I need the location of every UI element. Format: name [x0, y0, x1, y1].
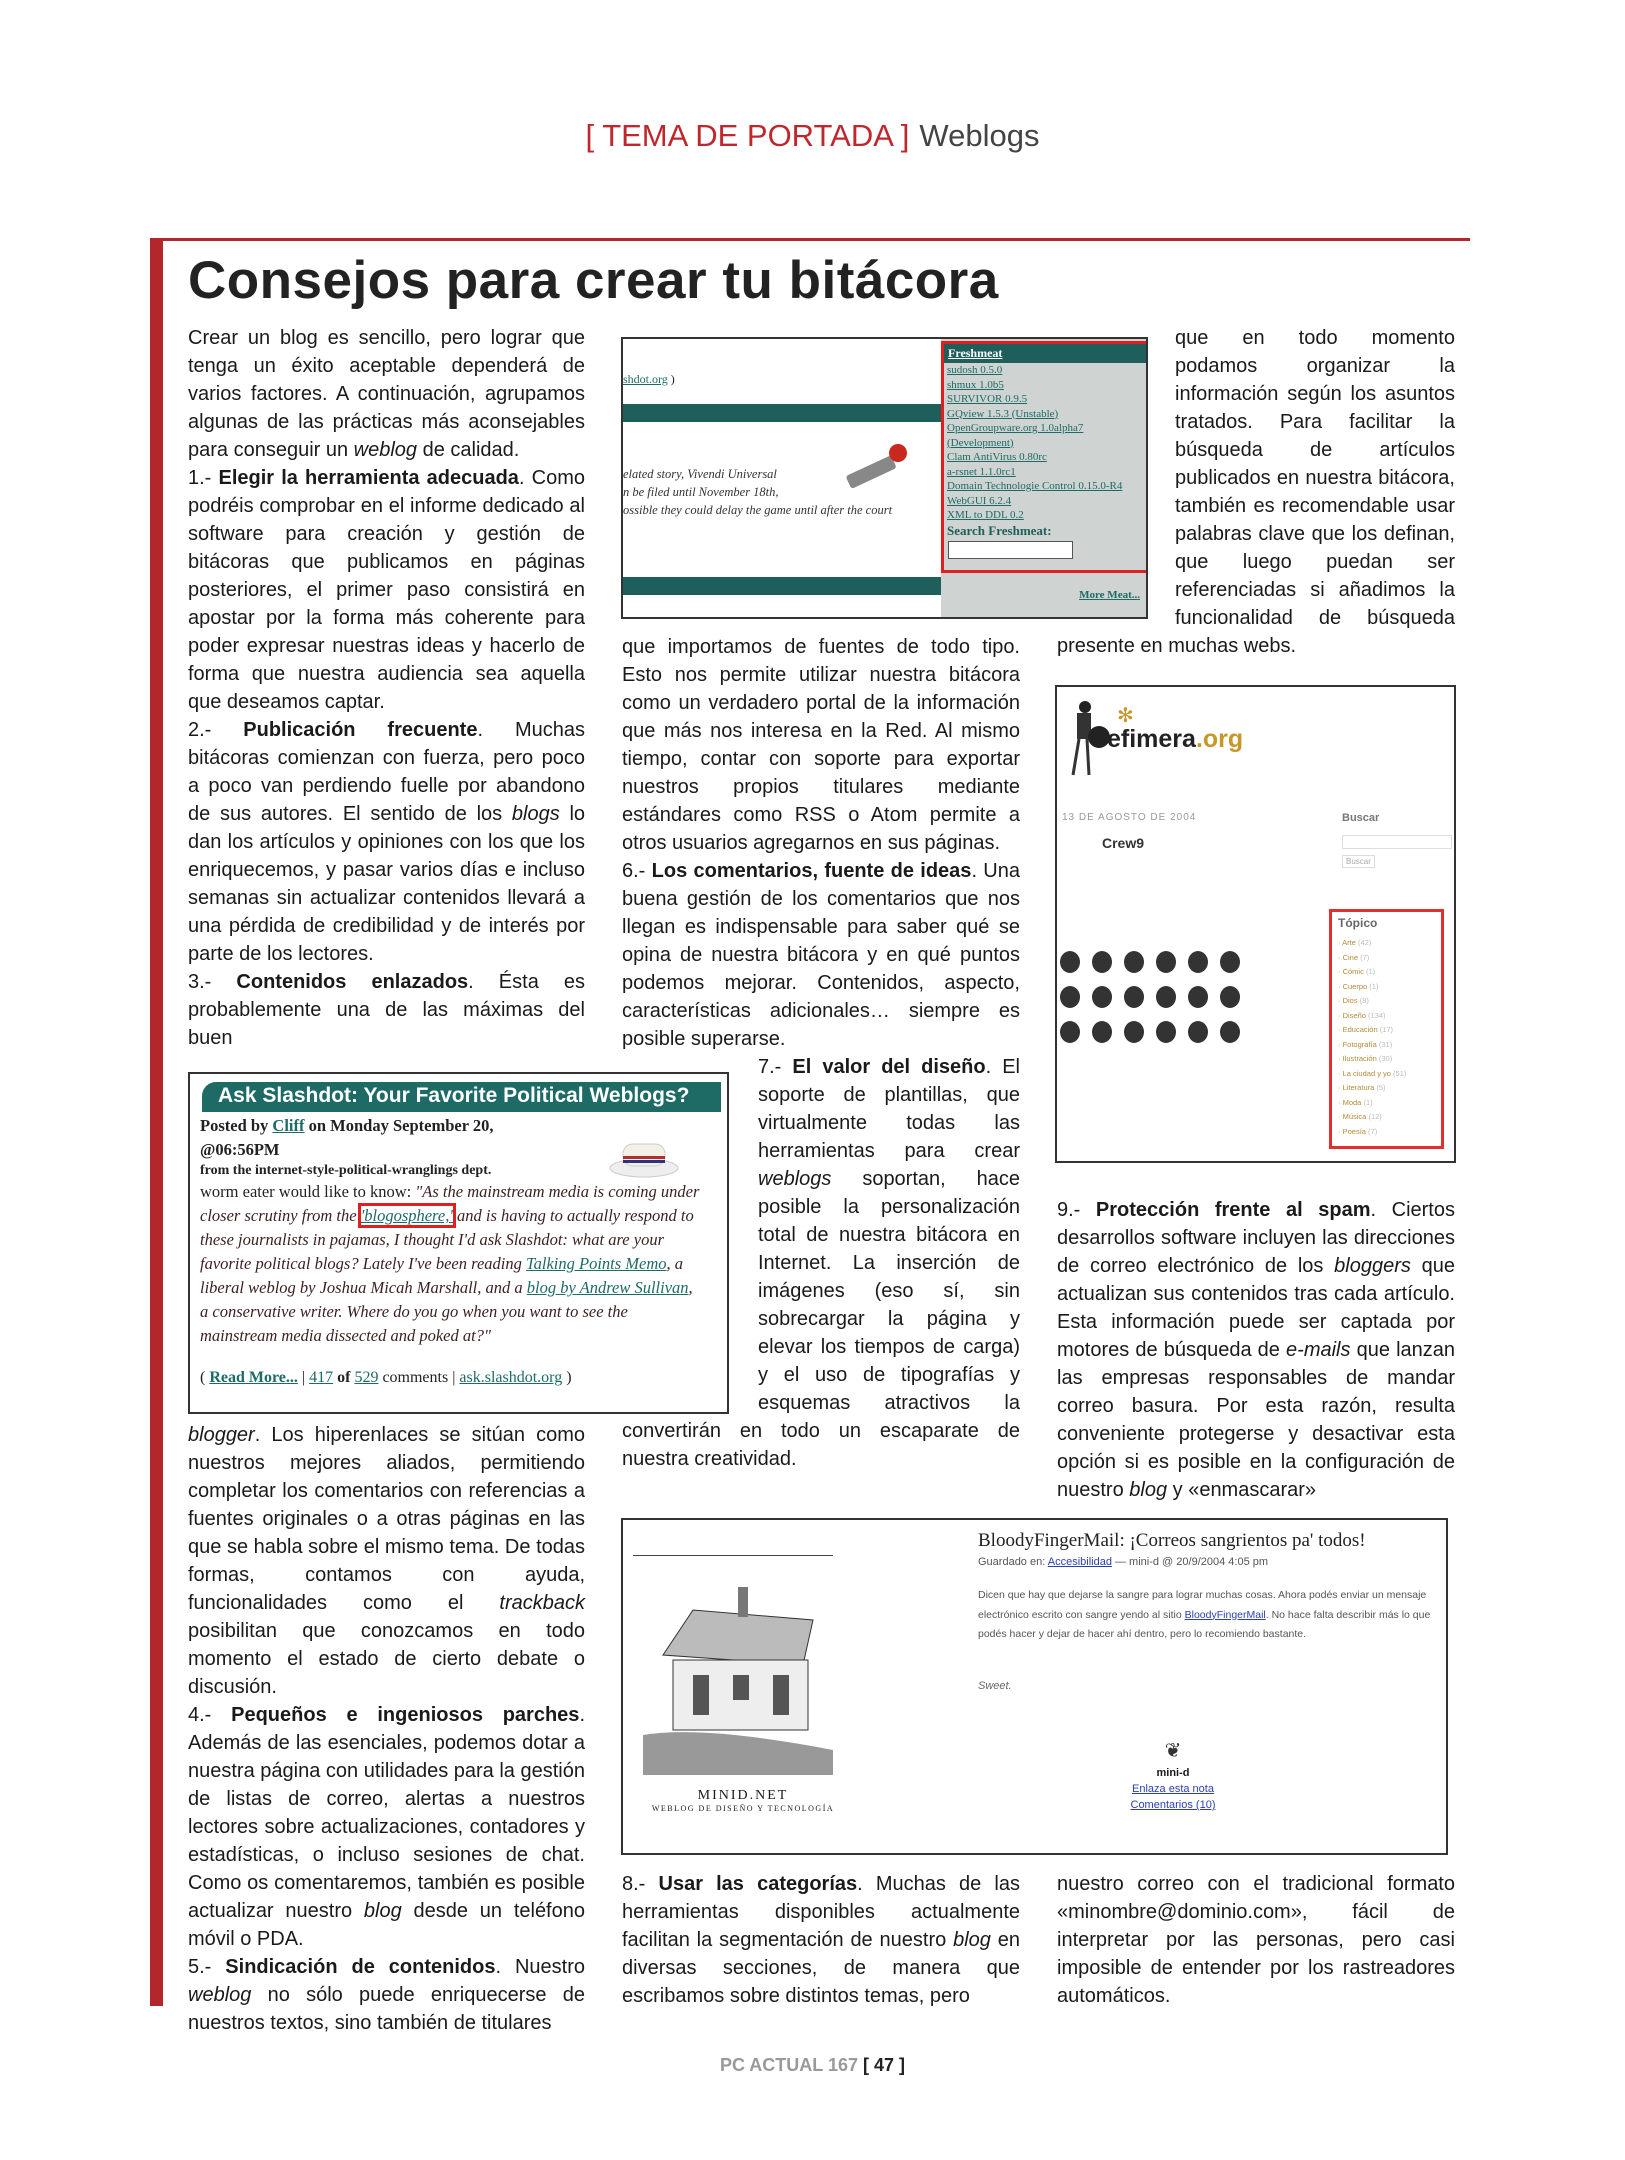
- text-run: blogs: [511, 803, 560, 825]
- text-run: 3.-: [188, 971, 237, 993]
- text-run: no sólo puede enriquecerse de nuestros textos, sino también de titulares: [188, 1984, 585, 2034]
- text-run: 9.-: [1057, 1199, 1096, 1221]
- quote-text: "As the mainstream media is coming under closer scrutiny from the: [200, 1182, 700, 1225]
- text-run: Los comentarios, fuente de ideas: [651, 860, 972, 882]
- text-run: Crear un blog es sencillo, pero lograr que tenga un éxito aceptable dependerá de varios factores. A continuación, agrupamos algunas de las prácticas más aconsejables para conseguir un: [188, 327, 585, 461]
- text-run: soportan, hace posible la personalización total de nuestra bitácora en Internet. La inserción de imágenes (eso sí, sin sobrecargar la página y elevar los tiempos de carga) y el uso de tipografías y esquemas atractivos la convertirán en todo un escaparate de nuestra creatividad.: [622, 1168, 1020, 1470]
- total-comments-link[interactable]: 529: [354, 1369, 379, 1386]
- text-run: . Además de las esenciales, podemos dotar a nuestra página con utilidades para la gestión de listas de correo, alertas a nuestros lectores sobre actualizaciones, contadores y estadísticas, o incluso sesiones de chat. Como os comentaremos, también es posible actualizar nuestro: [188, 1704, 585, 1922]
- paragraph: [188, 324, 585, 464]
- text-run: desde un teléfono móvil o PDA.: [188, 1900, 585, 1950]
- topic-name[interactable]: Educación: [1342, 1025, 1378, 1034]
- post-title[interactable]: BloodyFingerMail: ¡Correos sangrientos pa' todos!: [978, 1530, 1366, 1551]
- paragraph: [188, 464, 585, 716]
- topic-name[interactable]: Moda: [1342, 1097, 1362, 1107]
- quote-text: , a liberal weblog by Joshua Micah Marshall, and a: [200, 1254, 684, 1297]
- freshmeat-screenshot: [621, 337, 1148, 619]
- section-label: [ TEMA DE PORTADA ]: [585, 118, 910, 153]
- column-2-bottom: [622, 1870, 1020, 2010]
- site-branding: [643, 1788, 843, 1813]
- topic-count: (134): [1368, 1010, 1386, 1020]
- house-sketch-icon: [643, 1575, 833, 1775]
- paragraph: [1057, 1196, 1455, 1504]
- search-label: Buscar: [1342, 812, 1380, 824]
- dept-line: from the internet-style-political-wranglings dept.: [200, 1163, 492, 1178]
- text-run: trackback: [499, 1592, 585, 1614]
- saved-in-label: Guardado en:: [978, 1556, 1046, 1568]
- topic-item[interactable]: · La ciudad y yo (51): [1338, 1068, 1407, 1078]
- topic-count: (7): [1368, 1126, 1378, 1136]
- comments-link[interactable]: Comentarios (10): [1130, 1799, 1216, 1811]
- logo-tld: .org: [1195, 725, 1244, 753]
- topic-name[interactable]: Literatura: [1342, 1083, 1375, 1092]
- teal-bar: [623, 404, 941, 422]
- intro-text: worm eater would like to know:: [200, 1182, 416, 1201]
- topic-item[interactable]: · Literatura (5): [1338, 1083, 1386, 1092]
- topic-name[interactable]: Cómic: [1342, 967, 1364, 976]
- text-run: blogger: [188, 1424, 255, 1446]
- efimera-screenshot: [1055, 685, 1456, 1163]
- post-time: @06:56PM: [200, 1140, 280, 1159]
- topic-item[interactable]: · Cine (7): [1338, 952, 1370, 962]
- slashdot-link-fragment: shdot.org ): [623, 372, 675, 386]
- text-run: e-mails: [1286, 1339, 1351, 1361]
- talking-points-memo-link[interactable]: Talking Points Memo: [525, 1254, 667, 1273]
- logo-figure-icon: [1065, 699, 1113, 779]
- topic-name[interactable]: Cuerpo: [1342, 981, 1368, 991]
- posted-by-label: Posted by: [200, 1116, 269, 1135]
- freshmeat-item[interactable]: a-rsnet 1.1.0rc1: [947, 465, 1016, 478]
- text-run: Pequeños e ingeniosos parches: [231, 1704, 580, 1726]
- text-run: que en todo momento podamos organizar la información según los asuntos tratados. Para facilitar la búsqueda de artículos publicados en nuestra bitácora, también es recomendable usar palabras clave que los definan, que luego puedan ser referenciadas si añadimos la funcionalidad de búsqueda presente en muchas webs.: [1057, 327, 1455, 657]
- highlight-box: [941, 341, 1148, 573]
- topic-count: (30): [1378, 1054, 1393, 1063]
- text-run: posibilitan que conozcamos en todo momento el estado de cierto debate o discusión.: [188, 1620, 585, 1698]
- topic-item[interactable]: · Diseño (134): [1338, 1010, 1386, 1020]
- text-run: Usar las categorías: [658, 1873, 858, 1895]
- section-topic: Weblogs: [919, 118, 1040, 153]
- paragraph: [622, 857, 1020, 1053]
- story-line: ossible they could delay the game until after the court: [623, 503, 893, 517]
- topic-count: (31): [1378, 1039, 1393, 1049]
- topic-name[interactable]: Poesía: [1342, 1126, 1366, 1136]
- topic-count: (51): [1393, 1068, 1407, 1078]
- topic-count: (1): [1365, 967, 1376, 976]
- link[interactable]: shdot.org: [623, 372, 668, 386]
- text-run: y «enmascarar»: [1167, 1479, 1317, 1501]
- text-run: de calidad.: [417, 439, 520, 461]
- paragraph: [622, 1870, 1020, 2010]
- flourish-icon: ❦: [1164, 1740, 1182, 1762]
- text-run: Protección frente al spam: [1095, 1199, 1371, 1221]
- paragraph: [622, 633, 1020, 857]
- text-run: Elegir la herramienta adecuada: [218, 467, 519, 489]
- author-block: [1073, 1738, 1273, 1811]
- text-run: 4.-: [188, 1704, 232, 1726]
- of-label: of: [337, 1369, 351, 1386]
- minid-screenshot: [621, 1518, 1448, 1855]
- topic-name[interactable]: Diseño: [1342, 1010, 1366, 1020]
- topic-count: (1): [1363, 1097, 1373, 1107]
- search-input[interactable]: [1342, 835, 1452, 849]
- freshmeat-heading[interactable]: Freshmeat: [944, 344, 1146, 363]
- column-3-middle: [1057, 1196, 1455, 1504]
- post-body: . No hace falta describir más lo que podés hacer y dejar de hacer ahí dentro, pero lo recomiendo bastante.: [978, 1608, 1431, 1640]
- teal-bar: [623, 577, 941, 595]
- topics-box: [1329, 909, 1444, 1149]
- text-run: que importamos de fuentes de todo tipo. Esto nos permite utilizar nuestra bitácora como un verdadero portal de la información que más nos interesa en la Red. Al mismo tiempo, contar con soporte para exportar nuestros propios titulares mediante estándares como RSS o Atom permite a otros usuarios agregarnos en sus páginas.: [622, 636, 1020, 854]
- text-run: weblog: [188, 1984, 252, 2006]
- text-run: blog: [1129, 1479, 1168, 1501]
- text-run: El valor del diseño: [792, 1056, 986, 1078]
- comments-label: comments: [382, 1369, 449, 1386]
- topic-name[interactable]: Música: [1342, 1112, 1367, 1121]
- page-number: [ 47 ]: [863, 2055, 906, 2075]
- text-run: que actualizan sus contenidos tras cada artículo. Esta información puede ser captada por motores de búsqueda de: [1057, 1255, 1455, 1361]
- topic-count: (1): [1369, 981, 1379, 991]
- topic-item[interactable]: · Ilustración (30): [1338, 1054, 1393, 1063]
- text-run: en diversas secciones, de manera que escribamos sobre distintos temas, pero: [622, 1929, 1020, 2007]
- paragraph: [188, 968, 585, 1052]
- topic-item[interactable]: · Arte (42): [1338, 938, 1372, 947]
- post-signoff: Sweet.: [978, 1680, 1012, 1692]
- site-name: MINID.NET: [697, 1788, 789, 1803]
- text-run: . Ésta es probablemente una de las máximas del buen: [188, 971, 585, 1049]
- text-run: . Los hiperenlaces se sitúan como nuestros mejores aliados, permitiendo completar los comentarios con referencias a fuentes originales o a otras páginas en las que se habla sobre el mismo tema. De todas formas, contamos con ayuda, funcionalidades como el: [188, 1424, 585, 1614]
- post-date: 13 DE AGOSTO DE 2004: [1062, 812, 1197, 823]
- topic-name[interactable]: La ciudad y yo: [1342, 1068, 1391, 1078]
- post-meta: — mini-d @ 20/9/2004 4:05 pm: [1115, 1556, 1269, 1568]
- column-1-top: [188, 324, 585, 1052]
- more-meat-link[interactable]: More Meat...: [1079, 589, 1140, 601]
- topic-name[interactable]: Fotografía: [1342, 1039, 1377, 1049]
- ornament-rule: [633, 1555, 833, 1556]
- freshmeat-item[interactable]: sudosh 0.5.0: [947, 364, 1003, 376]
- post-title[interactable]: Crew9: [1102, 835, 1145, 851]
- paragraph: [188, 716, 585, 968]
- magazine-issue: PC ACTUAL 167: [719, 2055, 858, 2075]
- topic-item[interactable]: · Fotografía (31): [1338, 1039, 1393, 1049]
- andrew-sullivan-link[interactable]: blog by Andrew Sullivan: [526, 1278, 689, 1297]
- topic-name[interactable]: Cine: [1342, 952, 1359, 962]
- freshmeat-item[interactable]: GQview 1.5.3 (Unstable): [947, 407, 1059, 420]
- text-run: Contenidos enlazados: [236, 971, 469, 993]
- text-run: . El soporte de plantillas, que virtualmente todas las herramientas para crear: [758, 1056, 1020, 1162]
- topic-count: (5): [1376, 1083, 1386, 1092]
- paragraph: [1057, 1870, 1455, 2010]
- text-run: 6.-: [622, 860, 652, 882]
- text-run: 5.-: [188, 1956, 226, 1978]
- author-link[interactable]: Cliff: [272, 1116, 305, 1135]
- topic-name[interactable]: Ilustración: [1342, 1054, 1377, 1063]
- text-run: . Muchas de las herramientas disponibles actualmente facilitan la segmentación de nuestro: [622, 1873, 1020, 1951]
- search-button[interactable]: Buscar: [1342, 855, 1375, 868]
- text-run: Publicación frecuente: [243, 719, 478, 741]
- freshmeat-item[interactable]: Clam AntiVirus 0.80rc: [947, 451, 1047, 463]
- text-run: 2.-: [188, 719, 244, 741]
- post-body: Dicen que hay que dejarse la sangre para lograr muchas cosas. Ahora podés enviar un mensaje electrónico escrito con sangre yendo al sitio: [978, 1589, 1427, 1621]
- topics-list: [1338, 936, 1435, 1139]
- asterisk-icon: ✻: [1117, 705, 1134, 727]
- quote-text: , a conservative writer. Where do you go when you want to see the mainstream media dissected and poked at?": [200, 1278, 693, 1345]
- topic-name[interactable]: Dios: [1342, 996, 1358, 1005]
- section-header: [0, 118, 1625, 154]
- text-run: weblogs: [758, 1168, 832, 1190]
- site-link[interactable]: ask.slashdot.org: [459, 1369, 563, 1386]
- comment-count-link[interactable]: 417: [309, 1369, 334, 1386]
- freshmeat-item[interactable]: XML to DDL 0.2: [947, 509, 1024, 521]
- quote-text: and is having to actually respond to these journalists in pajamas, I thought I'd ask Slashdot: what are your favorite political blogs? Lately I've been reading: [200, 1206, 694, 1273]
- text-run: . Muchas bitácoras comienzan con fuerza, pero poco a poco van perdiendo fuelle por abandono de sus autores. El sentido de los: [188, 719, 585, 825]
- efimera-logo: [1107, 725, 1243, 754]
- text-run: . Como podréis comprobar en el informe dedicado al software para creación y gestión de bitácoras que publicamos en páginas posteriores, el primer paso consistirá en apostar por la forma más coherente para poder expresar nuestras ideas y hacerlo de forma que nuestra audiencia sea aquella que deseamos captar.: [188, 467, 585, 713]
- freshmeat-item[interactable]: Domain Technologie Control 0.15.0-R4: [947, 480, 1123, 492]
- topic-count: (17): [1379, 1025, 1394, 1034]
- topic-item[interactable]: · Dios (8): [1338, 996, 1369, 1005]
- paragraph: [188, 1701, 585, 1953]
- category-link[interactable]: Accesibilidad: [1047, 1556, 1112, 1568]
- bloodyfingermail-link[interactable]: BloodyFingerMail: [1184, 1608, 1266, 1621]
- freshmeat-item[interactable]: SURVIVOR 0.9.5: [947, 393, 1028, 405]
- text-run: 8.-: [622, 1873, 659, 1895]
- topic-count: (8): [1359, 996, 1369, 1005]
- author-name: mini-d: [1156, 1767, 1190, 1779]
- side-accent-bar: [150, 238, 163, 2006]
- topic-item[interactable]: · Cómic (1): [1338, 967, 1376, 976]
- topics-heading: Tópico: [1338, 916, 1378, 930]
- text-run: bloggers: [1334, 1255, 1411, 1277]
- portrait-grid: [1057, 947, 1249, 1052]
- header-rule: [150, 238, 1470, 241]
- article-title: Consejos para crear tu bitácora: [188, 251, 999, 310]
- topic-item[interactable]: · Música (12): [1338, 1112, 1382, 1121]
- freshmeat-item[interactable]: OpenGroupware.org 1.0alpha7 (Development): [947, 422, 1084, 449]
- column-3-bottom: [1057, 1870, 1455, 2010]
- text-run: . Una buena gestión de los comentarios que nos llegan es indispensable para saber qué se opina de nuestra bitácora y en qué puntos podemos mejorar. Contenidos, aspecto, características adicionales… siempre es posible superarse.: [622, 860, 1020, 1050]
- column-1-bottom: [188, 1421, 585, 2037]
- text-run: Sindicación de contenidos: [225, 1956, 496, 1978]
- story-line: elated story, Vivendi Universal: [623, 467, 777, 481]
- search-label: Search Freshmeat:: [947, 522, 1052, 538]
- gun-icon: [843, 439, 913, 489]
- topic-count: (12): [1368, 1112, 1382, 1121]
- topic-item[interactable]: · Moda (1): [1338, 1097, 1373, 1107]
- topic-item[interactable]: · Cuerpo (1): [1338, 981, 1379, 991]
- story-line: n be filed until November 18th,: [623, 485, 779, 499]
- topic-item[interactable]: · Educación (17): [1338, 1025, 1394, 1034]
- hat-icon: [607, 1138, 682, 1178]
- text-run: blog: [953, 1929, 991, 1951]
- text-run: . Nuestro: [495, 1956, 585, 1978]
- text-run: weblog: [353, 439, 418, 461]
- freshmeat-items: [944, 363, 1146, 523]
- read-more-link[interactable]: Read More...: [209, 1369, 298, 1386]
- text-run: blog: [363, 1900, 402, 1922]
- freshmeat-item[interactable]: WebGUI 6.2.4: [947, 494, 1012, 507]
- text-run: nuestro correo con el tradicional formato «minombre@dominio.com», fácil de interpretar por las personas, pero casi imposible de entender por los rastreadores automáticos.: [1057, 1873, 1455, 2007]
- logo-main: efimera: [1107, 725, 1196, 753]
- topic-count: (7): [1360, 952, 1370, 962]
- permalink-link[interactable]: Enlaza esta nota: [1132, 1783, 1214, 1795]
- post-date: on Monday September 20,: [308, 1116, 494, 1135]
- blogosphere-link[interactable]: 'blogosphere,': [360, 1206, 453, 1225]
- slashdot-screenshot: Ask Slashdot: Your Favorite Political Weblogs? Posted by Cliff on Monday September 20, @06:56PM from the internet-style-political-wranglings dept. worm eater would like to know: "As the mainstream media is coming under closer scrutiny from the 'blogosphere,' and is having to actually respond to these journalists in pajamas, I thought I'd ask Slashdot: what are your favorite political blogs? Lately I've been reading Talking Points Memo, a liberal weblog by Joshua Micah Marshall, and a blog by Andrew Sullivan, a conservative writer. Where do you go when you want to see the mainstream media dissected and poked at?" ( Read More... | 417 of 529 comments | ask.slashdot.org ): [188, 1072, 729, 1414]
- story-title[interactable]: Ask Slashdot: Your Favorite Political Weblogs?: [202, 1082, 721, 1112]
- topic-count: (42): [1358, 938, 1372, 947]
- topic-name[interactable]: Arte: [1342, 938, 1356, 947]
- site-tagline: WEBLOG DE DISEÑO Y TECNOLOGÍA: [651, 1804, 835, 1813]
- text-run: lo dan los artículos y opiniones con los que los enriquecemos, y pasar varios días e incluso semanas sin actualizar contenidos llevará a una pérdida de credibilidad y de interés por parte de los lectores.: [188, 803, 586, 965]
- freshmeat-item[interactable]: shmux 1.0b5: [947, 378, 1004, 391]
- paragraph: [188, 1953, 585, 2037]
- text-run: . Ciertos desarrollos software incluyen las direcciones de correo electrónico de los: [1057, 1199, 1455, 1277]
- paragraph: [188, 1421, 585, 1701]
- topic-item[interactable]: · Poesía (7): [1338, 1126, 1378, 1136]
- page-footer: [0, 2055, 1625, 2076]
- text-run: 1.-: [188, 467, 219, 489]
- search-input[interactable]: [948, 541, 1073, 559]
- text-run: 7.-: [758, 1056, 793, 1078]
- text-run: que lanzan las empresas responsables de mandar correo basura. Por esta razón, resulta conveniente protegerse y desactivar esta opción si es posible en la configuración de nuestro: [1057, 1339, 1456, 1501]
